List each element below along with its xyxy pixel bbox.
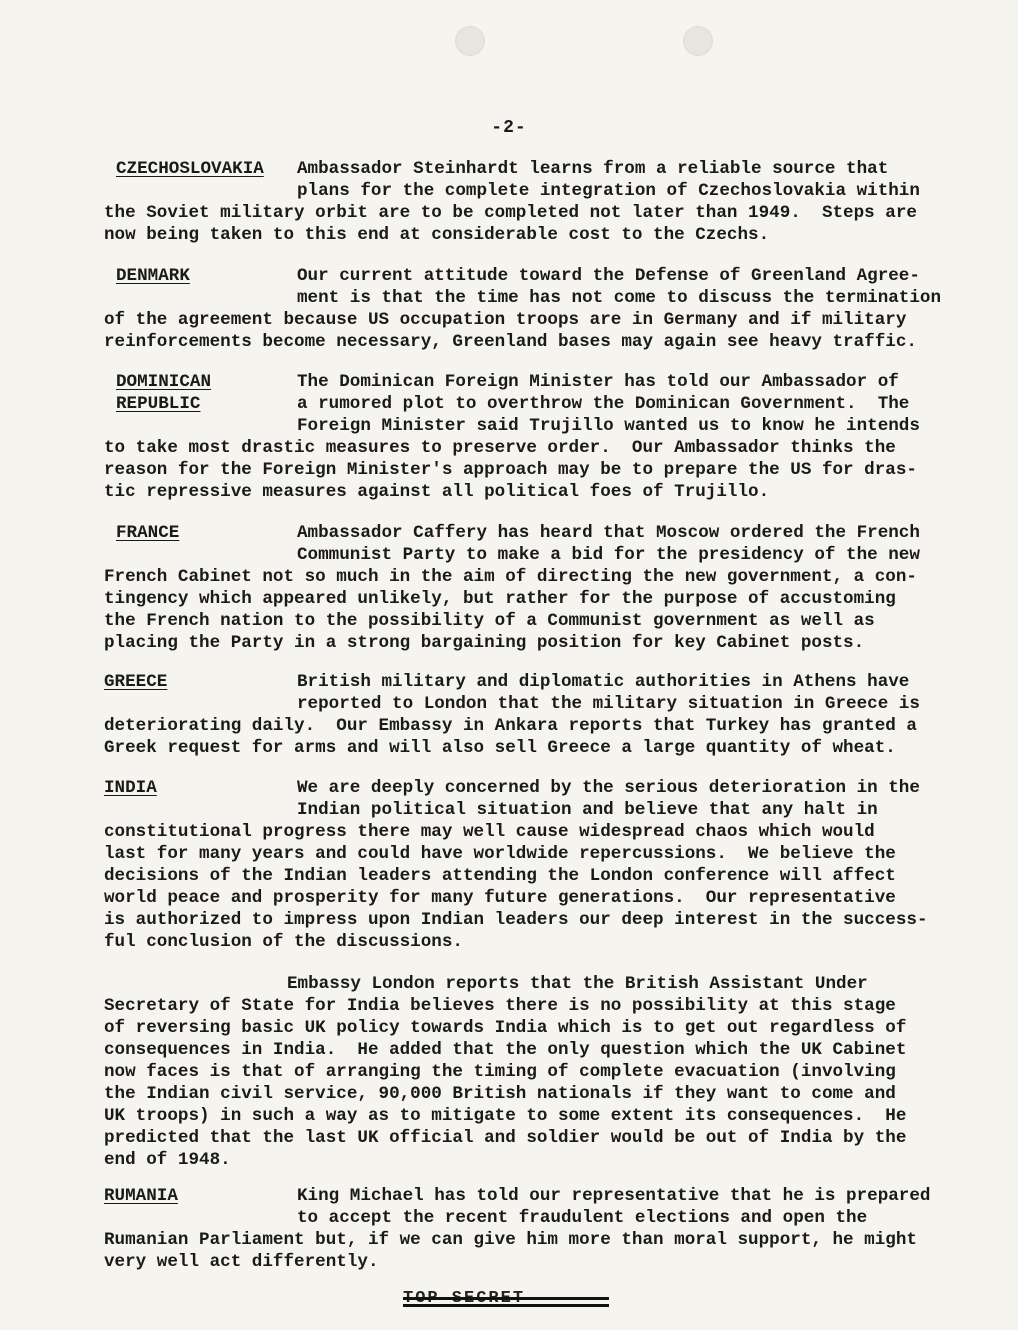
section-label: DENMARK — [116, 266, 190, 286]
section-label: GREECE — [104, 672, 168, 692]
section-dominican-republic — [104, 371, 964, 503]
section-czechoslovakia — [104, 158, 964, 246]
text-line: placing the Party in a strong bargaining position for key Cabinet posts. — [104, 633, 865, 653]
section-rumania — [104, 1185, 964, 1273]
text-line: to take most drastic measures to preserve order. Our Ambassador thinks the — [104, 438, 896, 458]
text-line: Communist Party to make a bid for the presidency of the new — [297, 545, 920, 565]
text-line: of the agreement because US occupation troops are in Germany and if military — [104, 310, 907, 330]
punch-hole — [455, 26, 485, 56]
section-text — [104, 371, 964, 503]
section-label: INDIA — [104, 778, 157, 798]
section-text — [104, 973, 964, 1171]
text-line: deteriorating daily. Our Embassy in Ankara reports that Turkey has granted a — [104, 716, 917, 736]
text-line: decisions of the Indian leaders attending the London conference will affect — [104, 866, 896, 886]
text-line: Ambassador Caffery has heard that Moscow ordered the French — [297, 523, 920, 543]
text-line: constitutional progress there may well cause widespread chaos which would — [104, 822, 875, 842]
section-india-continued — [104, 973, 964, 1171]
text-line: Greek request for arms and will also sell Greece a large quantity of wheat. — [104, 738, 896, 758]
strike-line — [403, 1297, 609, 1300]
text-line: reinforcements become necessary, Greenland bases may again see heavy traffic. — [104, 332, 917, 352]
section-greece — [104, 671, 964, 759]
text-line: French Cabinet not so much in the aim of directing the new government, a con- — [104, 567, 917, 587]
punch-hole — [683, 26, 713, 56]
text-line: the French nation to the possibility of a Communist government as well as — [104, 611, 875, 631]
text-line: of reversing basic UK policy towards India which is to get out regardless of — [104, 1018, 907, 1038]
section-text — [104, 265, 964, 353]
text-line: Our current attitude toward the Defense of Greenland Agree- — [297, 266, 920, 286]
section-text — [104, 777, 964, 953]
page-number: -2- — [491, 118, 527, 138]
text-line: tic repressive measures against all political foes of Trujillo. — [104, 482, 770, 502]
section-france — [104, 522, 964, 654]
text-line: predicted that the last UK official and soldier would be out of India by the — [104, 1128, 907, 1148]
text-line: We are deeply concerned by the serious deterioration in the — [297, 778, 920, 798]
section-label: CZECHOSLOVAKIA — [116, 159, 264, 179]
text-line: reason for the Foreign Minister's approach may be to prepare the US for dras- — [104, 460, 917, 480]
text-line: the Indian civil service, 90,000 British nationals if they want to come and — [104, 1084, 896, 1104]
text-line: plans for the complete integration of Czechoslovakia within — [297, 181, 920, 201]
text-line: The Dominican Foreign Minister has told our Ambassador of — [297, 372, 899, 392]
text-line: British military and diplomatic authorities in Athens have — [297, 672, 910, 692]
section-label: DOMINICAN REPUBLIC — [116, 372, 212, 414]
text-line: very well act differently. — [104, 1252, 379, 1272]
section-denmark — [104, 265, 964, 353]
text-line: now faces is that of arranging the timing of complete evacuation (involving — [104, 1062, 896, 1082]
text-line: UK troops) in such a way as to mitigate to some extent its consequences. He — [104, 1106, 907, 1126]
section-label: RUMANIA — [104, 1186, 178, 1206]
text-line: consequences in India. He added that the only question which the UK Cabinet — [104, 1040, 907, 1060]
text-line: reported to London that the military situation in Greece is — [297, 694, 920, 714]
section-text — [104, 671, 964, 759]
text-line: to accept the recent fraudulent elections and open the — [297, 1208, 868, 1228]
text-line: Indian political situation and believe that any halt in — [297, 800, 878, 820]
text-line: is authorized to impress upon Indian leaders our deep interest in the success- — [104, 910, 928, 930]
text-line: Secretary of State for India believes there is no possibility at this stage — [104, 996, 896, 1016]
text-line: ment is that the time has not come to discuss the termination — [297, 288, 942, 308]
text-line: Ambassador Steinhardt learns from a reliable source that — [297, 159, 889, 179]
text-line: now being taken to this end at considerable cost to the Czechs. — [104, 225, 770, 245]
text-line: ful conclusion of the discussions. — [104, 932, 463, 952]
section-text — [104, 522, 964, 654]
text-line: Foreign Minister said Trujillo wanted us to know he intends — [297, 416, 920, 436]
section-india — [104, 777, 964, 953]
text-line: Embassy London reports that the British Assistant Under — [287, 974, 868, 994]
text-line: King Michael has told our representative that he is prepared — [297, 1186, 931, 1206]
section-label: FRANCE — [116, 523, 180, 543]
text-line: end of 1948. — [104, 1150, 231, 1170]
text-line: world peace and prosperity for many future generations. Our representative — [104, 888, 896, 908]
text-line: Rumanian Parliament but, if we can give him more than moral support, he might — [104, 1230, 917, 1250]
text-line: last for many years and could have worldwide repercussions. We believe the — [104, 844, 896, 864]
text-line: the Soviet military orbit are to be completed not later than 1949. Steps are — [104, 203, 917, 223]
strike-line — [403, 1304, 609, 1307]
text-line: a rumored plot to overthrow the Dominican Government. The — [297, 394, 910, 414]
text-line: tingency which appeared unlikely, but rather for the purpose of accustoming — [104, 589, 896, 609]
section-text — [104, 1185, 964, 1273]
